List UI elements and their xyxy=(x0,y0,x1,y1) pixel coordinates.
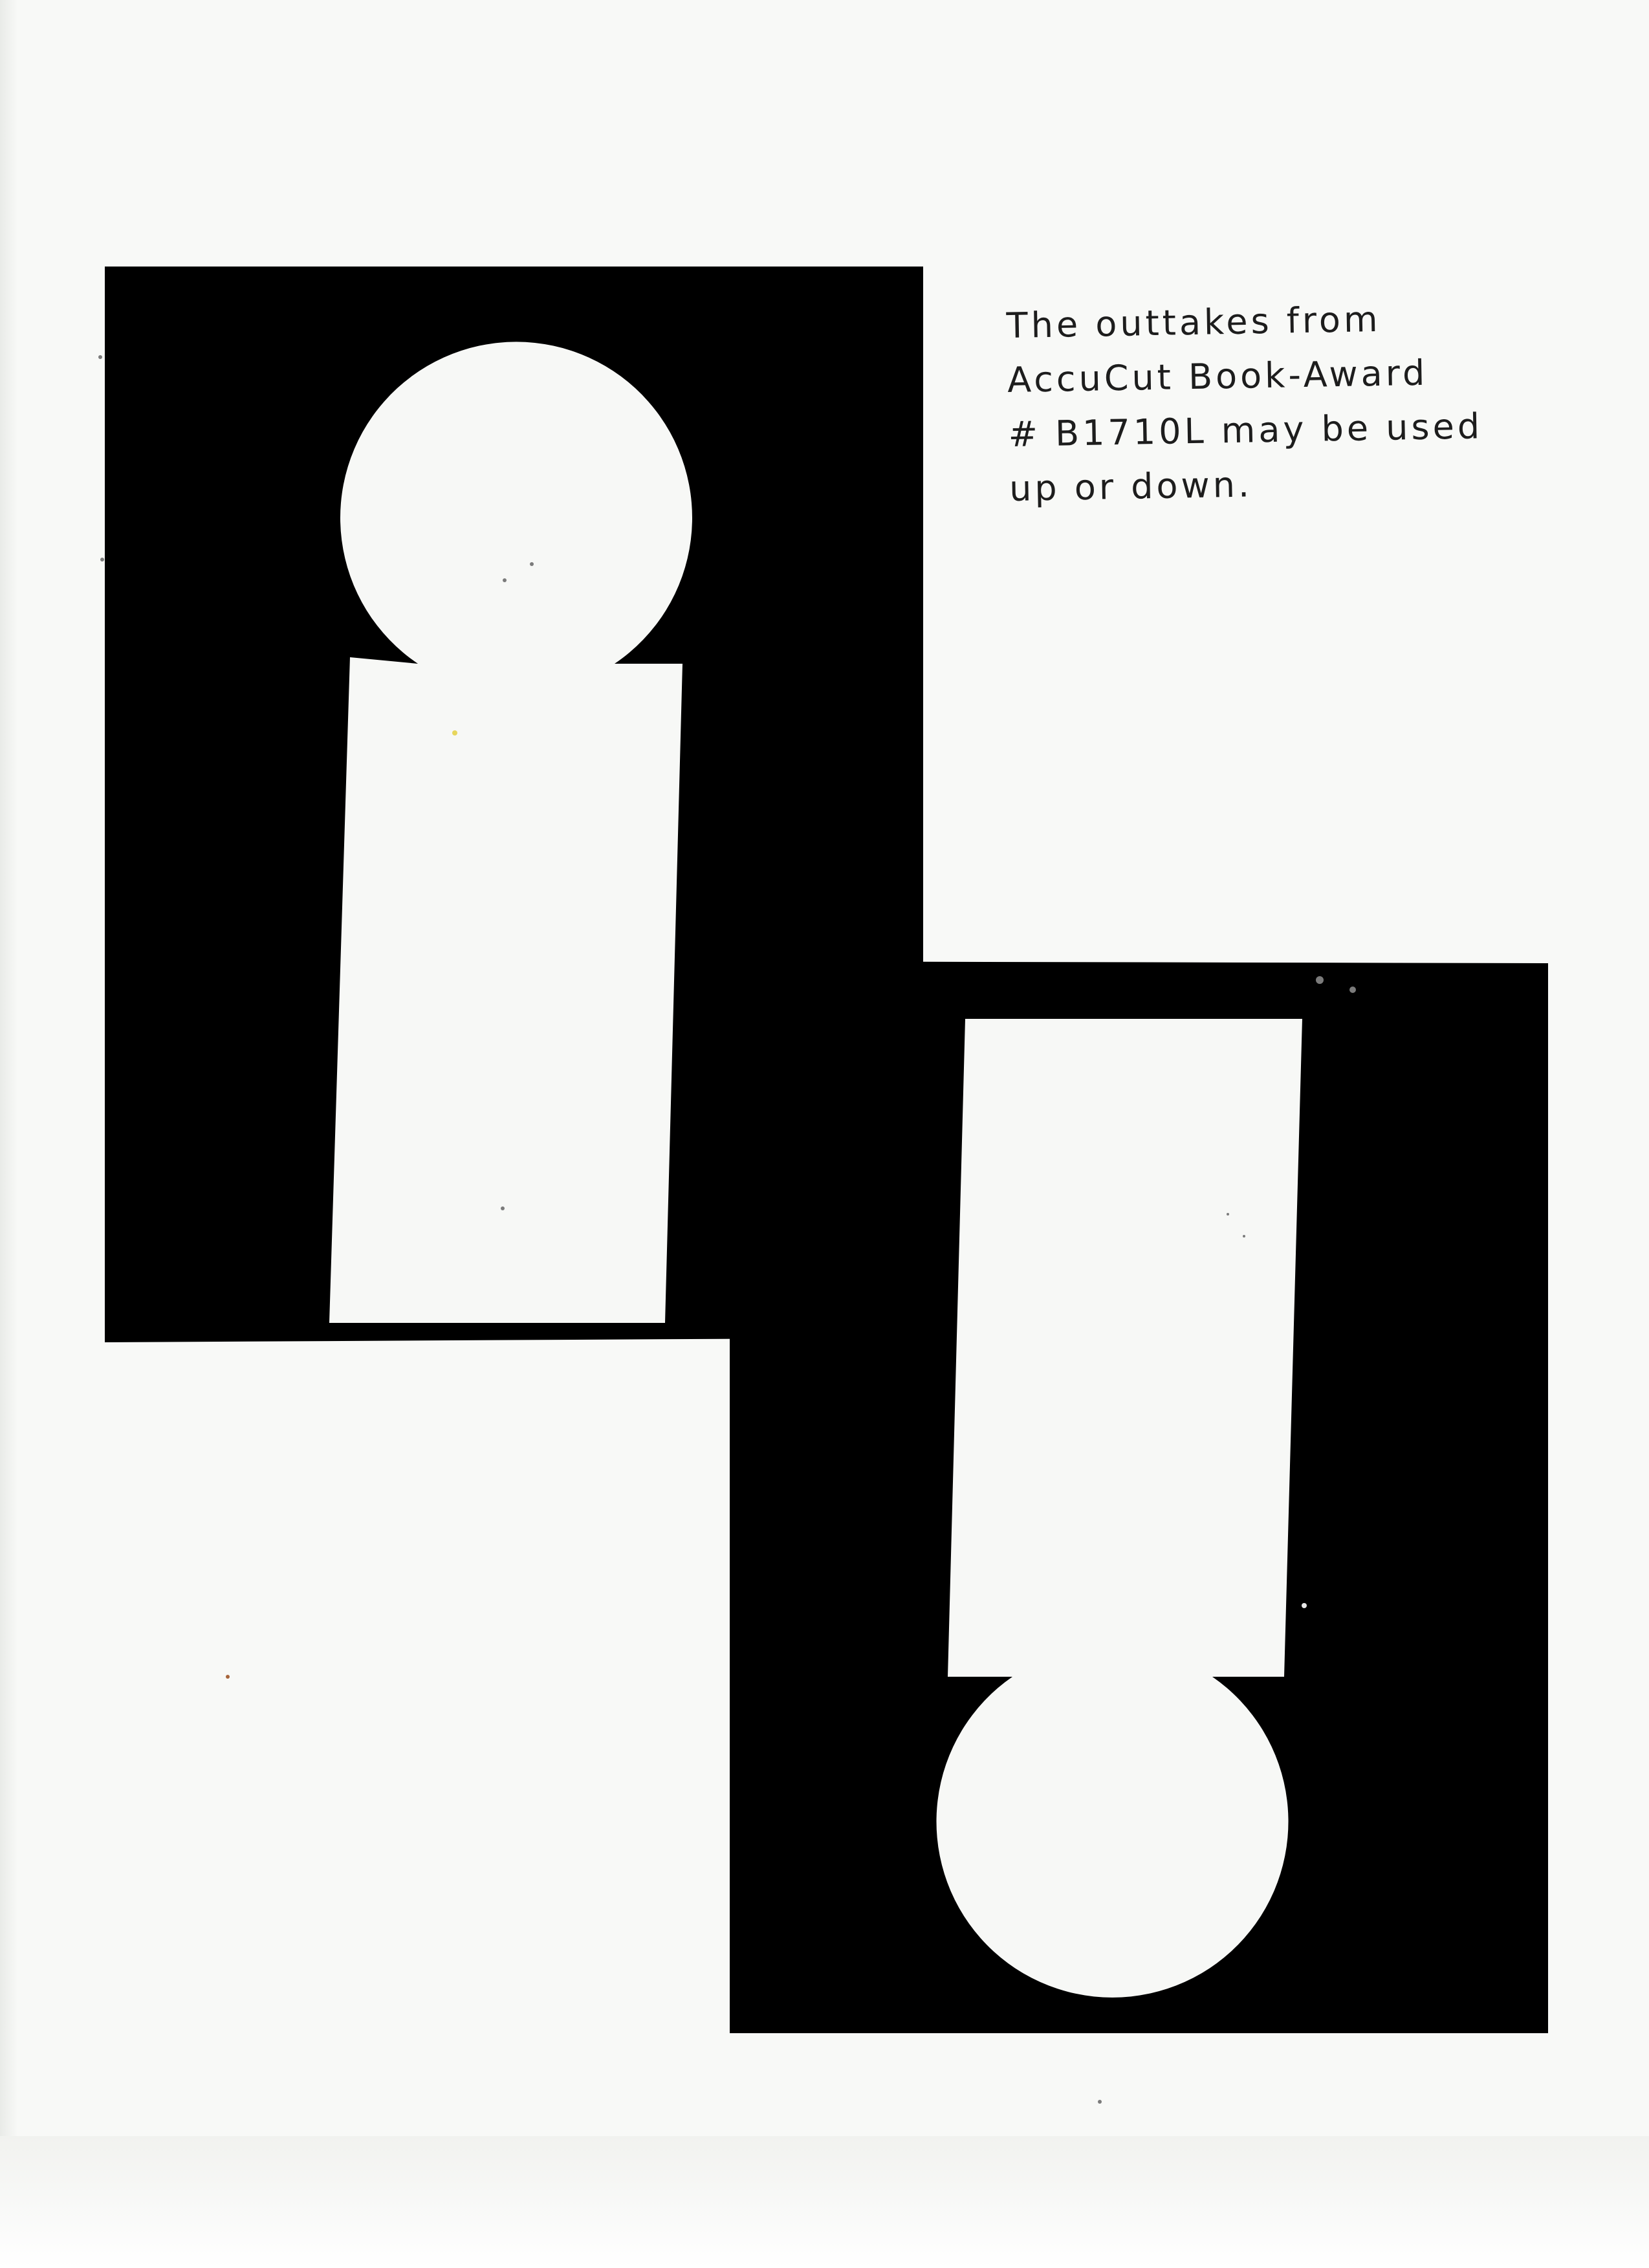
note-line-2: AccuCut Book-Award xyxy=(1007,352,1428,400)
lower-stencil-outtake xyxy=(730,961,1548,2033)
lower-award-cutout xyxy=(937,1019,1302,1998)
upper-award-cutout xyxy=(329,342,692,1323)
handwritten-note xyxy=(1006,290,1527,516)
note-line-4: up or down. xyxy=(1009,464,1253,509)
note-line-1: The outtakes from xyxy=(1006,298,1382,346)
note-line-3: # B1710L may be used xyxy=(1008,406,1483,455)
